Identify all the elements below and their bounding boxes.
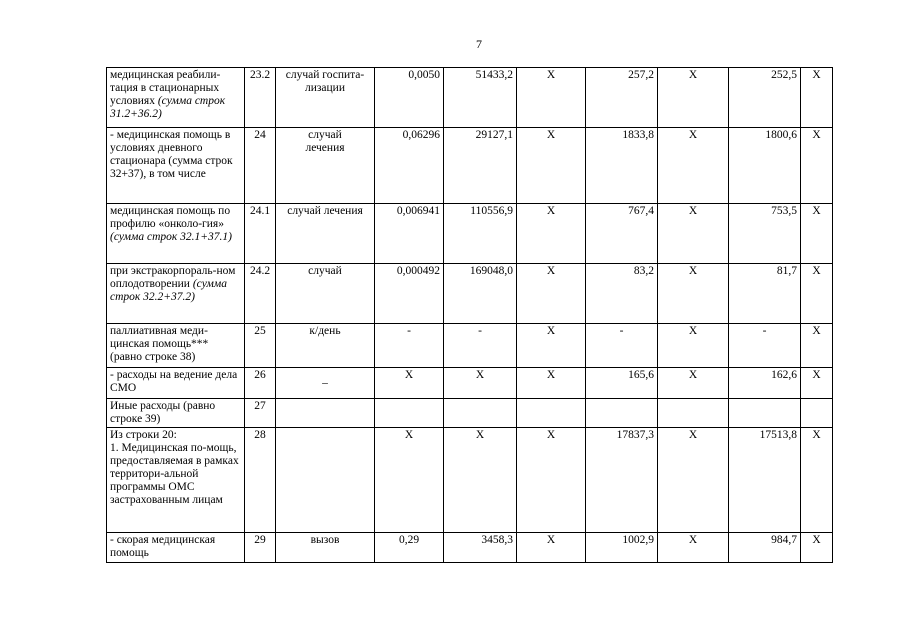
cell-value — [801, 399, 833, 428]
cell-value: X — [658, 428, 729, 533]
cell-value: X — [801, 428, 833, 533]
cell-value — [444, 399, 517, 428]
cell-value: 1800,6 — [729, 128, 801, 204]
data-table — [106, 67, 833, 563]
row-number: 28 — [245, 428, 276, 533]
table-row — [107, 428, 833, 533]
cell-value: X — [517, 533, 586, 563]
cell-value: 0,006941 — [375, 204, 444, 264]
row-unit: к/день — [276, 324, 375, 368]
cell-value: 83,2 — [586, 264, 658, 324]
cell-value: - — [586, 324, 658, 368]
cell-value: X — [517, 428, 586, 533]
table-row — [107, 399, 833, 428]
row-unit: случай лечения — [276, 204, 375, 264]
row-name: условиях — [110, 95, 158, 107]
cell-value: 767,4 — [586, 204, 658, 264]
cell-value: X — [658, 204, 729, 264]
cell-value: X — [658, 368, 729, 399]
cell-value: X — [517, 264, 586, 324]
page-number: 7 — [476, 37, 482, 51]
cell-value: X — [444, 428, 517, 533]
cell-value: 1833,8 — [586, 128, 658, 204]
row-number: 29 — [245, 533, 276, 563]
table-row — [107, 324, 833, 368]
row-number: 24.1 — [245, 204, 276, 264]
row-number: 25 — [245, 324, 276, 368]
cell-value — [586, 399, 658, 428]
row-name: - медицинская помощь в условиях дневного стационара (сумма строк 32+37), в том числе — [107, 128, 245, 204]
cell-value: X — [517, 128, 586, 204]
cell-value: 1002,9 — [586, 533, 658, 563]
cell-value: X — [444, 368, 517, 399]
cell-value: X — [375, 368, 444, 399]
cell-value: 17837,3 — [586, 428, 658, 533]
cell-value: X — [801, 128, 833, 204]
row-name: - расходы на ведение дела СМО — [107, 368, 245, 399]
cell-value: 984,7 — [729, 533, 801, 563]
row-name-cell — [107, 68, 245, 128]
row-name: тация в стационарных — [110, 82, 220, 94]
cell-value — [729, 399, 801, 428]
row-name: Иные расходы (равно строке 39) — [107, 399, 245, 428]
table-row — [107, 368, 833, 399]
cell-value: 81,7 — [729, 264, 801, 324]
cell-value: X — [801, 533, 833, 563]
cell-value: X — [517, 68, 586, 128]
row-number: 24 — [245, 128, 276, 204]
row-name: медицинская реабили- — [110, 69, 221, 81]
table-row — [107, 68, 833, 128]
table-row — [107, 128, 833, 204]
cell-value: 0,0050 — [375, 68, 444, 128]
cell-value: X — [517, 368, 586, 399]
cell-value: X — [801, 368, 833, 399]
row-name: паллиативная меди-цинская помощь*** (равно строке 38) — [107, 324, 245, 368]
table-row — [107, 533, 833, 563]
cell-value: X — [658, 324, 729, 368]
cell-value: X — [658, 128, 729, 204]
row-name: медицинская помощь по профилю «онколо-гия» — [110, 205, 231, 230]
row-unit — [276, 428, 375, 533]
row-unit: случай лечения — [276, 128, 375, 204]
row-number: 23.2 — [245, 68, 276, 128]
cell-value: 165,6 — [586, 368, 658, 399]
row-number: 26 — [245, 368, 276, 399]
table-row — [107, 204, 833, 264]
cell-value: 169048,0 — [444, 264, 517, 324]
row-unit: вызов — [276, 533, 375, 563]
cell-value: 753,5 — [729, 204, 801, 264]
cell-value: X — [375, 428, 444, 533]
row-name: при экстракорпораль-ном оплодотворении — [110, 265, 236, 290]
row-name-italic: (сумма строк 31.2+36.2) — [110, 95, 226, 120]
cell-value: X — [801, 324, 833, 368]
row-name-italic: (сумма строк 32.2+37.2) — [110, 278, 227, 303]
cell-value: 0,000492 — [375, 264, 444, 324]
cell-value: 17513,8 — [729, 428, 801, 533]
row-number: 24.2 — [245, 264, 276, 324]
cell-value: - — [444, 324, 517, 368]
row-unit — [276, 399, 375, 428]
cell-value: 51433,2 — [444, 68, 517, 128]
cell-value — [517, 399, 586, 428]
cell-value: - — [375, 324, 444, 368]
cell-value: X — [517, 324, 586, 368]
row-name-cell — [107, 264, 245, 324]
row-unit: случай госпита-лизации — [276, 68, 375, 128]
cell-value: X — [658, 533, 729, 563]
cell-value: X — [801, 68, 833, 128]
cell-value: X — [658, 68, 729, 128]
cell-value — [375, 399, 444, 428]
cell-value: 252,5 — [729, 68, 801, 128]
cell-value: X — [801, 264, 833, 324]
row-unit: случай — [276, 264, 375, 324]
cell-value: X — [801, 204, 833, 264]
cell-value: 162,6 — [729, 368, 801, 399]
row-unit: – — [276, 368, 375, 399]
cell-value: X — [658, 264, 729, 324]
row-number: 27 — [245, 399, 276, 428]
row-name-cell — [107, 204, 245, 264]
row-name: - скорая медицинская помощь — [107, 533, 245, 563]
cell-value: - — [729, 324, 801, 368]
cell-value: 0,29 — [375, 533, 444, 563]
cell-value: 0,06296 — [375, 128, 444, 204]
cell-value: 257,2 — [586, 68, 658, 128]
cell-value: X — [517, 204, 586, 264]
table-row — [107, 264, 833, 324]
cell-value — [658, 399, 729, 428]
row-name-italic: (сумма строк 32.1+37.1) — [110, 231, 232, 243]
cell-value: 110556,9 — [444, 204, 517, 264]
cell-value: 29127,1 — [444, 128, 517, 204]
cell-value: 3458,3 — [444, 533, 517, 563]
row-name: Из строки 20: 1. Медицинская по-мощь, предоставляемая в рамках территори-альной программы ОМС застрахованным лицам — [107, 428, 245, 533]
